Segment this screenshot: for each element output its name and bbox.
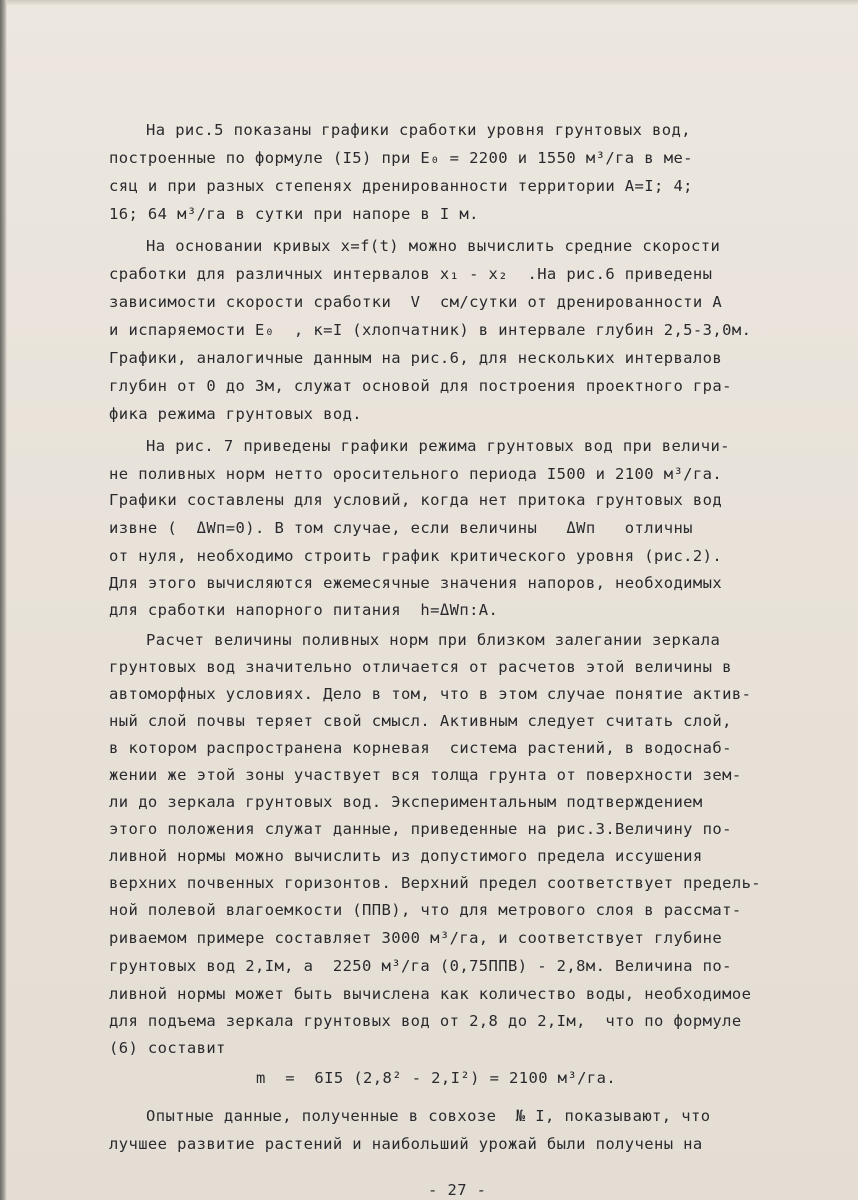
text-line: Графики составлены для условий, когда нет притока грунтовых вод <box>109 491 723 509</box>
text-line: 16; 64 м³/га в сутки при напоре в I м. <box>109 205 479 223</box>
text-line: ли до зеркала грунтовых вод. Экспериментальным подтверждением <box>109 793 703 811</box>
text-line: (6) составит <box>109 1039 226 1057</box>
text-line: жении же этой зоны участвует вся толща грунта от поверхности зем- <box>109 766 742 784</box>
text-line: и испаряемости E₀ , к=I (хлопчатник) в интервале глубин 2,5-3,0м. <box>109 321 752 339</box>
text-line: лучшее развитие растений и наибольший урожай были получены на <box>109 1135 703 1153</box>
text-line: ный слой почвы теряет свой смысл. Активным следует считать слой, <box>109 712 732 730</box>
text-line: На основании кривых x=f(t) можно вычислить средние скорости <box>146 237 721 255</box>
text-line: сработки для различных интервалов x₁ - x₂ .На рис.6 приведены <box>109 265 713 283</box>
text-line: фика режима грунтовых вод. <box>109 405 363 423</box>
text-line: зависимости скорости сработки V см/сутки от дренированности A <box>109 293 723 311</box>
text-line: для сработки напорного питания h=ΔWп:A. <box>109 601 499 619</box>
text-line: Для этого вычисляются ежемесячные значения напоров, необходимых <box>109 574 723 592</box>
text-line: Расчет величины поливных норм при близком залегании зеркала <box>146 631 721 649</box>
page-binding-edge <box>0 0 7 1200</box>
text-line: не поливных норм нетто оросительного периода I500 и 2100 м³/га. <box>109 465 723 483</box>
page-number: - 27 - <box>428 1181 487 1199</box>
text-line: автоморфных условиях. Дело в том, что в этом случае понятие актив- <box>109 685 752 703</box>
text-line: верхних почвенных горизонтов. Верхний предел соответствует предель- <box>109 874 762 892</box>
text-line: ливной нормы можно вычислить из допустимого предела иссушения <box>109 847 703 865</box>
text-line: На рис. 7 приведены графики режима грунтовых вод при величи- <box>146 437 730 455</box>
text-line: Графики, аналогичные данным на рис.6, для нескольких интервалов <box>109 349 723 367</box>
text-line: в котором распространена корневая система растений, в водоснаб- <box>109 739 732 757</box>
formula-line: m = 6I5 (2,8² - 2,I²) = 2100 м³/га. <box>256 1069 617 1087</box>
text-line: ной полевой влагоемкости (ППВ), что для метрового слоя в рассмат- <box>109 901 742 919</box>
page-top-edge <box>0 0 858 5</box>
text-line: для подъема зеркала грунтовых вод от 2,8 до 2,Iм, что по формуле <box>109 1012 742 1030</box>
text-line: грунтовых вод значительно отличается от расчетов этой величины в <box>109 658 732 676</box>
text-line: риваемом примере составляет 3000 м³/га, и соответствует глубине <box>109 929 723 947</box>
text-line: этого положения служат данные, приведенные на рис.3.Величину по- <box>109 820 732 838</box>
text-line: Опытные данные, полученные в совхозе № I, показывают, что <box>146 1107 711 1125</box>
text-line: извне ( ΔWп=0). В том случае, если величины ΔWп отличны <box>109 519 693 537</box>
text-line: На рис.5 показаны графики сработки уровня грунтовых вод, <box>146 121 691 139</box>
text-line: от нуля, необходимо строить график критического уровня (рис.2). <box>109 547 723 565</box>
text-line: глубин от 0 до 3м, служат основой для построения проектного гра- <box>109 377 732 395</box>
text-line: грунтовых вод 2,Iм, а 2250 м³/га (0,75ППВ) - 2,8м. Величина по- <box>109 957 732 975</box>
text-line: ливной нормы может быть вычислена как количество воды, необходимое <box>109 985 752 1003</box>
text-line: построенные по формуле (I5) при E₀ = 2200 и 1550 м³/га в ме- <box>109 149 693 167</box>
text-line: сяц и при разных степенях дренированности территории A=I; 4; <box>109 177 693 195</box>
